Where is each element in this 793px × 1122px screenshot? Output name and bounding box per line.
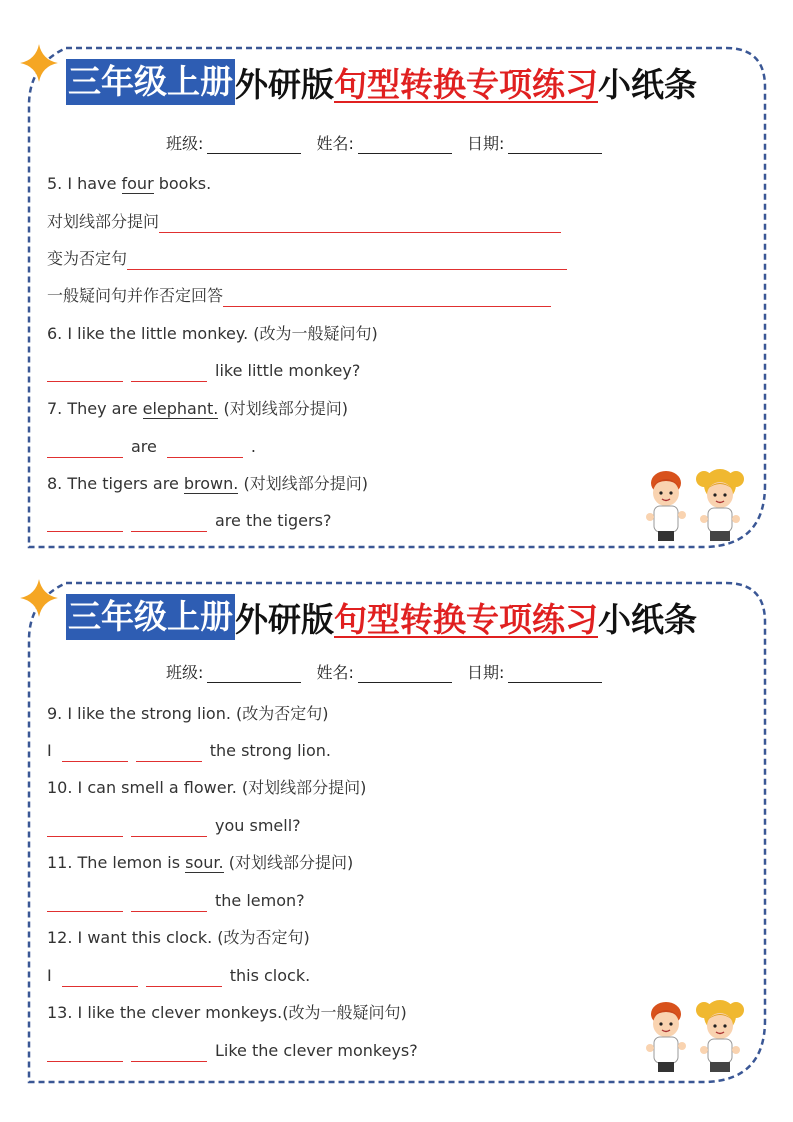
answer-11: the lemon? [47, 890, 305, 912]
answer-8: are the tigers? [47, 510, 331, 532]
question-5-a: 对划线部分提问 [47, 211, 561, 233]
class-field[interactable] [207, 668, 301, 683]
answer-blank[interactable] [131, 895, 207, 912]
answer-blank[interactable] [47, 820, 123, 837]
question-6: 6. I like the little monkey. (改为一般疑问句) [47, 324, 378, 343]
page-title: 三年级上册 外研版 句型转换专项练习 小纸条 [66, 595, 697, 639]
student-info-row: 班级: 姓名: 日期: [166, 131, 612, 154]
question-5-c: 一般疑问句并作否定回答 [47, 285, 551, 307]
question-12: 12. I want this clock. (改为否定句) [47, 928, 310, 947]
answer-blank[interactable] [167, 441, 243, 458]
question-5-b: 变为否定句 [47, 248, 567, 270]
student-info-row: 班级: 姓名: 日期: [166, 660, 612, 683]
answer-line[interactable] [223, 290, 551, 307]
answer-blank[interactable] [47, 441, 123, 458]
answer-line[interactable] [127, 253, 567, 270]
answer-9: I the strong lion. [47, 741, 331, 760]
answer-blank[interactable] [47, 515, 123, 532]
answer-blank[interactable] [131, 1045, 207, 1062]
star-icon [18, 42, 60, 84]
worksheet-card-1 [26, 45, 768, 550]
cartoon-kids-illustration [638, 469, 750, 545]
cartoon-kids-illustration [638, 1000, 750, 1076]
question-9: 9. I like the strong lion. (改为否定句) [47, 704, 329, 723]
answer-13: Like the clever monkeys? [47, 1040, 418, 1062]
question-7: 7. They are elephant. (对划线部分提问) [47, 399, 348, 418]
answer-blank[interactable] [136, 745, 202, 762]
answer-blank[interactable] [131, 515, 207, 532]
question-11: 11. The lemon is sour. (对划线部分提问) [47, 853, 354, 872]
answer-6: like little monkey? [47, 360, 360, 382]
question-13: 13. I like the clever monkeys.(改为一般疑问句) [47, 1003, 407, 1022]
page-title: 三年级上册 外研版 句型转换专项练习 小纸条 [66, 60, 697, 104]
star-icon [18, 577, 60, 619]
name-field[interactable] [358, 668, 452, 683]
answer-line[interactable] [159, 216, 561, 233]
question-8: 8. The tigers are brown. (对划线部分提问) [47, 474, 368, 493]
answer-blank[interactable] [47, 1045, 123, 1062]
answer-blank[interactable] [47, 895, 123, 912]
answer-12: I this clock. [47, 966, 311, 985]
question-10: 10. I can smell a flower. (对划线部分提问) [47, 778, 367, 797]
answer-7: are . [47, 436, 256, 458]
class-field[interactable] [207, 139, 301, 154]
date-field[interactable] [508, 668, 602, 683]
answer-10: you smell? [47, 815, 301, 837]
worksheet-card-2 [26, 580, 768, 1085]
answer-blank[interactable] [131, 820, 207, 837]
question-5: 5. I have four books. [47, 174, 212, 193]
answer-blank[interactable] [131, 365, 207, 382]
answer-blank[interactable] [62, 970, 138, 987]
answer-blank[interactable] [47, 365, 123, 382]
answer-blank[interactable] [146, 970, 222, 987]
name-field[interactable] [358, 139, 452, 154]
date-field[interactable] [508, 139, 602, 154]
answer-blank[interactable] [62, 745, 128, 762]
